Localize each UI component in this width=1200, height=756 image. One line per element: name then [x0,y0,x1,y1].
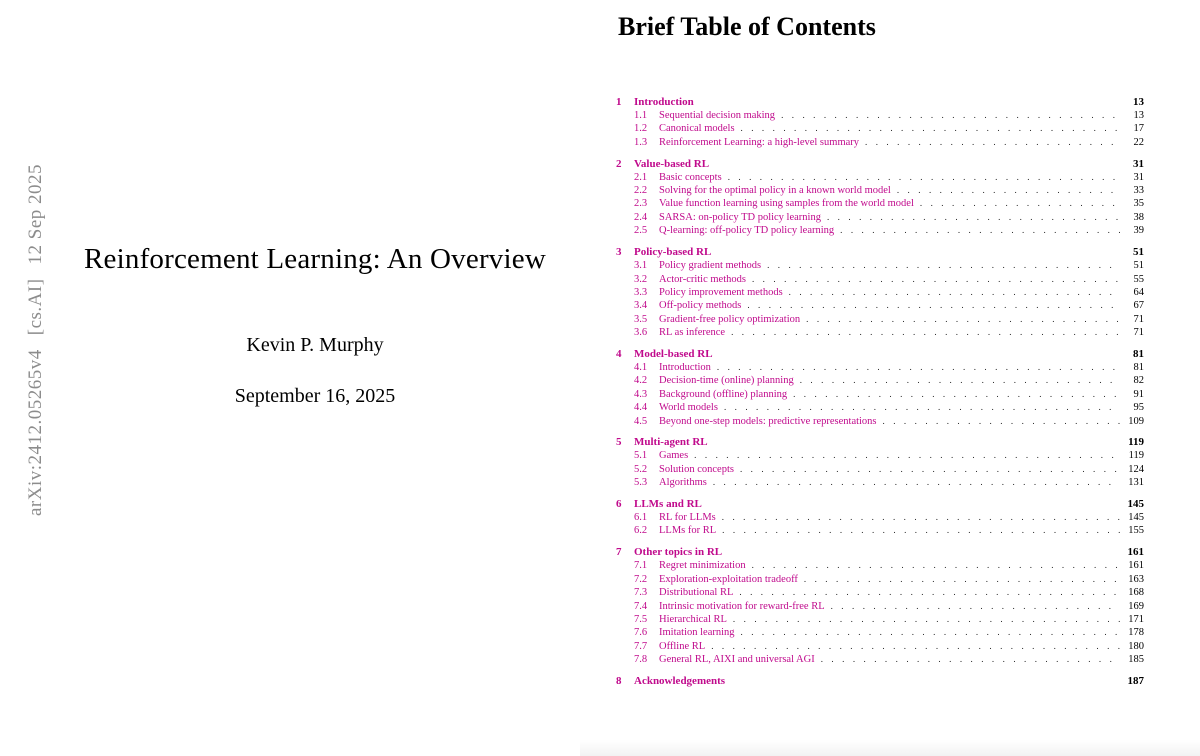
toc-section-number: 4.2 [634,375,648,387]
paper-title: Reinforcement Learning: An Overview [84,243,546,275]
toc-section-link[interactable] [616,299,1144,312]
toc-chapter-title: Policy-based RL [634,246,712,259]
toc-section-number: 7.2 [634,573,648,585]
toc-section-link[interactable] [616,640,1144,653]
toc-section-page: 81 [1133,361,1144,373]
toc-heading: Brief Table of Contents [618,12,876,41]
toc-section-number: 2.5 [634,225,648,237]
toc-section-title: Games [659,450,689,462]
toc-section-title: Beyond one-step models: predictive representations [659,415,877,427]
toc-section-link[interactable] [616,374,1144,387]
toc-dot-leader [711,640,1120,653]
toc-section-title: Decision-time (online) planning [659,375,794,387]
toc-chapter-group [616,545,1144,666]
toc-chapter-number: 3 [616,246,622,259]
toc-section-number: 3.1 [634,260,648,272]
toc-section-link[interactable] [616,326,1144,339]
toc-dot-leader [883,415,1120,428]
toc-section-number: 1.2 [634,123,648,135]
toc-chapter-link[interactable] [616,95,1144,109]
toc-section-number: 2.2 [634,185,648,197]
toc-section-number: 3.5 [634,313,648,325]
table-of-contents [616,95,1144,696]
toc-dot-leader [722,524,1120,537]
toc-section-link[interactable] [616,511,1144,524]
toc-section-title: Exploration-exploitation tradeoff [659,573,798,585]
toc-section-link[interactable] [616,613,1144,626]
toc-chapter-page: 81 [1133,347,1144,360]
toc-dot-leader [740,463,1120,476]
toc-section-link[interactable] [616,401,1144,414]
toc-section-page: 71 [1133,327,1144,339]
toc-section-link[interactable] [616,273,1144,286]
toc-section-link[interactable] [616,109,1144,122]
toc-section-page: 168 [1128,587,1144,599]
toc-chapter-number: 6 [616,498,622,511]
toc-section-title: Canonical models [659,123,735,135]
toc-chapter-page: 161 [1127,546,1144,559]
toc-chapter-page: 187 [1127,675,1144,687]
toc-section-number: 7.1 [634,560,648,572]
toc-section-title: Algorithms [659,477,707,489]
toc-chapter-title: Acknowledgements [634,675,726,687]
toc-dot-leader [865,136,1120,149]
toc-section-title: Background (offline) planning [659,388,788,400]
toc-dot-leader [739,586,1120,599]
toc-dot-leader [733,613,1120,626]
toc-section-page: 13 [1133,110,1144,121]
toc-section-number: 3.3 [634,286,648,298]
toc-dot-leader [694,449,1120,462]
toc-section-page: 163 [1128,573,1144,585]
toc-dot-leader [831,600,1120,613]
page-edge-shadow [580,740,1200,756]
toc-dot-leader [717,361,1120,374]
arxiv-date: 12 Sep 2025 [25,163,46,265]
toc-chapter-page: 119 [1128,436,1144,449]
toc-section-number: 1.3 [634,136,648,148]
toc-dot-leader [752,559,1120,572]
toc-section-page: 180 [1128,640,1144,652]
toc-section-title: Off-policy methods [659,300,742,312]
toc-section-title: LLMs for RL [659,525,717,537]
toc-dot-leader [724,401,1120,414]
toc-chapter-group [616,347,1144,428]
toc-section-number: 2.3 [634,198,648,210]
toc-chapter-group [616,435,1144,489]
toc-section-number: 7.7 [634,640,648,652]
toc-dot-leader [821,653,1120,666]
toc-section-link[interactable] [616,476,1144,489]
toc-section-page: 124 [1128,463,1144,475]
toc-chapter-link[interactable] [616,545,1144,559]
toc-dot-leader [722,511,1120,524]
toc-section-page: 131 [1128,477,1144,489]
toc-section-page: 91 [1133,388,1144,400]
toc-section-page: 185 [1128,654,1144,666]
toc-chapter-group [616,157,1144,238]
toc-section-page: 169 [1128,600,1144,612]
toc-section-title: RL as inference [659,327,726,339]
toc-section-title: World models [659,402,718,414]
toc-section-title: RL for LLMs [659,512,716,524]
toc-section-title: Solution concepts [659,463,734,475]
toc-dot-leader [747,299,1120,312]
toc-section-number: 1.1 [634,110,648,121]
toc-dot-leader [806,313,1120,326]
paper-date: September 16, 2025 [234,385,396,407]
toc-dot-leader [789,286,1120,299]
toc-section-page: 31 [1133,171,1144,183]
toc-section-page: 67 [1133,300,1144,312]
toc-section-page: 39 [1133,225,1144,237]
toc-section-number: 2.1 [634,171,648,183]
toc-section-link[interactable] [616,449,1144,462]
title-page [50,0,580,756]
toc-section-page: 35 [1133,198,1144,210]
toc-dot-leader [741,626,1120,639]
toc-section-link[interactable] [616,463,1144,476]
toc-section-title: General RL, AIXI and universal AGI [659,654,815,666]
toc-dot-leader [781,109,1120,122]
toc-section-link[interactable] [616,286,1144,299]
toc-dot-leader [804,573,1120,586]
toc-section-title: Gradient-free policy optimization [659,313,801,325]
toc-chapter-link[interactable] [616,157,1144,171]
toc-dot-leader [827,211,1120,224]
toc-section-number: 5.2 [634,463,648,475]
toc-dot-leader [920,197,1120,210]
toc-section-page: 22 [1133,136,1144,148]
toc-dot-leader [713,476,1120,489]
toc-section-title: Regret minimization [659,560,746,572]
toc-page [610,0,1150,756]
toc-section-title: Hierarchical RL [659,613,727,625]
toc-section-number: 6.2 [634,525,648,537]
toc-section-page: 171 [1128,613,1144,625]
toc-chapter-link[interactable] [616,497,1144,511]
toc-section-title: Introduction [659,361,711,373]
toc-section-page: 71 [1133,313,1144,325]
toc-section-link[interactable] [616,586,1144,599]
toc-chapter-title: Introduction [634,96,694,108]
toc-chapter-link[interactable] [616,435,1144,449]
toc-dot-leader [731,326,1120,339]
toc-section-link[interactable] [616,224,1144,237]
toc-section-title: Actor-critic methods [659,273,746,285]
toc-section-number: 4.4 [634,402,648,414]
toc-chapter-number: 5 [616,436,622,449]
toc-section-number: 3.2 [634,273,648,285]
toc-section-page: 145 [1128,512,1144,524]
toc-section-page: 95 [1133,402,1144,414]
toc-section-page: 51 [1133,260,1144,272]
toc-section-number: 5.3 [634,477,648,489]
toc-chapter-group [616,497,1144,538]
toc-section-link[interactable] [616,388,1144,401]
toc-section-link[interactable] [616,600,1144,613]
toc-section-page: 109 [1128,415,1144,427]
toc-section-number: 6.1 [634,512,648,524]
toc-section-number: 2.4 [634,211,648,223]
toc-section-title: Policy gradient methods [659,260,762,272]
toc-chapter-page: 31 [1133,157,1144,170]
toc-section-link[interactable] [616,171,1144,184]
toc-section-number: 7.4 [634,600,648,612]
toc-dot-leader [800,374,1120,387]
toc-section-number: 5.1 [634,450,648,462]
arxiv-id: arXiv:2412.05265v4 [25,349,46,517]
toc-section-link[interactable] [616,415,1144,428]
toc-section-link[interactable] [616,211,1144,224]
toc-section-page: 119 [1128,450,1144,462]
toc-section-title: Solving for the optimal policy in a known world model [659,185,891,197]
toc-section-page: 38 [1133,211,1144,223]
toc-chapter-link[interactable] [616,245,1144,259]
toc-chapter-title: LLMs and RL [634,498,702,511]
toc-dot-leader [897,184,1120,197]
toc-section-link[interactable] [616,573,1144,586]
toc-section-number: 3.6 [634,327,648,339]
toc-dot-leader [767,259,1120,272]
toc-section-number: 4.5 [634,415,648,427]
toc-chapter-title: Model-based RL [634,347,713,360]
toc-section-number: 7.6 [634,627,648,639]
toc-section-title: Value function learning using samples from the world model [659,198,914,210]
toc-chapter-title: Other topics in RL [634,546,723,559]
arxiv-stamp [25,164,47,516]
toc-dot-leader [728,171,1120,184]
toc-section-link[interactable] [616,197,1144,210]
toc-section-page: 82 [1133,375,1144,387]
toc-chapter-number: 7 [616,546,622,559]
toc-section-link[interactable] [616,136,1144,149]
toc-chapter-number: 2 [616,157,622,170]
toc-section-page: 17 [1133,123,1144,135]
arxiv-category: [cs.AI] [25,278,46,336]
toc-section-page: 155 [1128,525,1144,537]
toc-section-page: 178 [1128,627,1144,639]
toc-section-number: 4.3 [634,388,648,400]
toc-section-number: 3.4 [634,300,648,312]
toc-section-link[interactable] [616,626,1144,639]
toc-section-title: Distributional RL [659,587,734,599]
toc-chapter-link[interactable] [616,674,1144,688]
toc-section-page: 55 [1133,273,1144,285]
toc-section-title: Imitation learning [659,627,735,639]
toc-chapter-group [616,674,1144,688]
toc-chapter-number: 8 [616,675,622,687]
toc-section-page: 33 [1133,185,1144,197]
toc-section-link[interactable] [616,184,1144,197]
toc-section-link[interactable] [616,524,1144,537]
toc-section-title: Q-learning: off-policy TD policy learning [659,225,835,237]
toc-chapter-group [616,95,1144,149]
toc-dot-leader [840,224,1120,237]
toc-section-page: 161 [1128,560,1144,572]
toc-chapter-page: 145 [1127,498,1144,511]
toc-chapter-page: 51 [1133,246,1144,259]
toc-section-title: Reinforcement Learning: a high-level summary [659,136,860,148]
toc-section-link[interactable] [616,259,1144,272]
paper-author: Kevin P. Murphy [246,334,384,356]
toc-section-number: 4.1 [634,361,648,373]
toc-section-link[interactable] [616,313,1144,326]
toc-section-link[interactable] [616,653,1144,666]
toc-dot-leader [793,388,1120,401]
toc-chapter-number: 4 [616,347,622,360]
toc-section-link[interactable] [616,559,1144,572]
toc-section-number: 7.8 [634,654,648,666]
toc-section-link[interactable] [616,361,1144,374]
toc-section-title: Intrinsic motivation for reward-free RL [659,600,825,612]
toc-section-title: Offline RL [659,640,706,652]
toc-section-title: SARSA: on-policy TD policy learning [659,211,821,223]
toc-section-page: 64 [1133,286,1144,298]
toc-section-title: Sequential decision making [659,110,776,121]
toc-section-link[interactable] [616,122,1144,135]
toc-chapter-number: 1 [616,96,622,108]
toc-section-number: 7.5 [634,613,648,625]
toc-chapter-page: 13 [1133,96,1144,108]
toc-chapter-title: Multi-agent RL [634,436,708,449]
toc-dot-leader [741,122,1120,135]
toc-dot-leader [752,273,1120,286]
toc-section-title: Basic concepts [659,171,722,183]
toc-chapter-group [616,245,1144,339]
toc-chapter-link[interactable] [616,347,1144,361]
toc-chapter-title: Value-based RL [634,157,710,170]
toc-section-number: 7.3 [634,587,648,599]
toc-section-title: Policy improvement methods [659,286,783,298]
